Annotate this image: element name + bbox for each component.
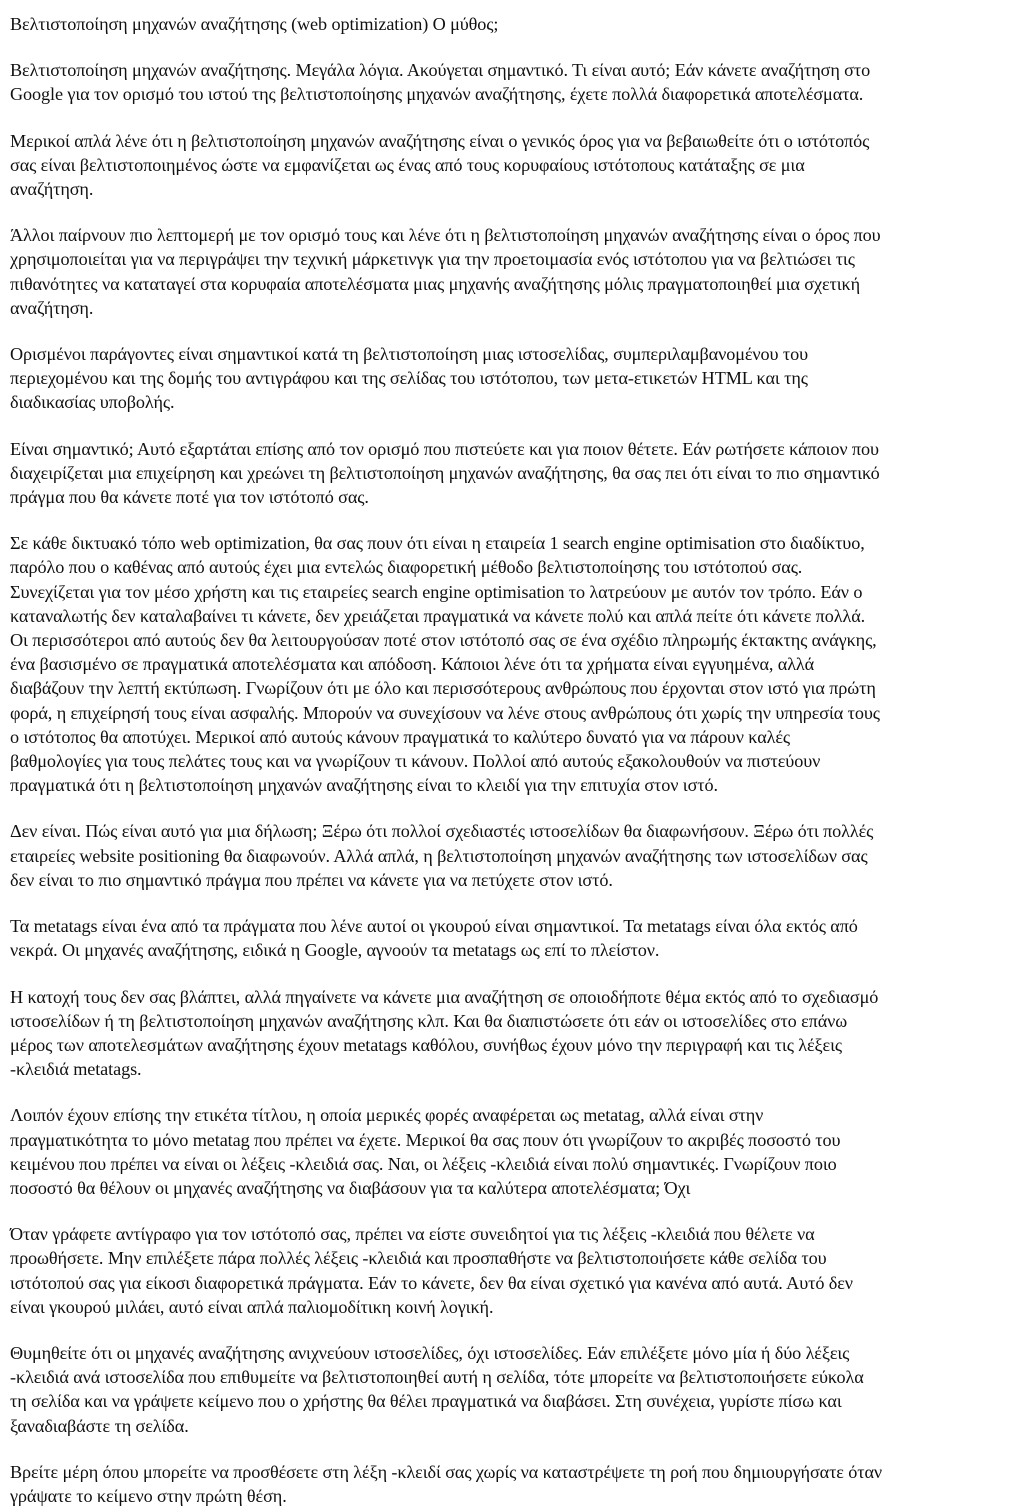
text-line: Θυμηθείτε ότι οι μηχανές αναζήτησης ανιχνεύουν ιστοσελίδες, όχι ιστοσελίδες. Εάν επιλέξετε μόνο μία ή δύο λέξεις — [10, 1342, 850, 1363]
text-line: προωθήσετε. Μην επιλέξετε πάρα πολλές λέξεις -κλειδιά και προσπαθήστε να βελτιστοποιήσετε κάθε σελίδα του — [10, 1248, 827, 1269]
paragraph — [10, 819, 1014, 892]
text-line: Συνεχίζεται για τον μέσο χρήστη και τις εταιρείες search engine optimisation το λατρεύουν με αυτόν τον τρόπο. Εάν ο — [10, 581, 863, 602]
text-line: Δεν είναι. Πώς είναι αυτό για μια δήλωση; Ξέρω ότι πολλοί σχεδιαστές ιστοσελίδων θα διαφωνήσουν. Ξέρω ότι πολλές — [10, 821, 874, 842]
text-line: χρησιμοποιείται για να περιγράψει την τεχνική μάρκετινγκ για την προετοιμασία ενός ιστότοπου για να βελτιώσει τις — [10, 249, 855, 270]
text-line: ο ιστότοπος θα αποτύχει. Μερικοί από αυτούς κάνουν πραγματικά το καλύτερο δυνατό για να πάρουν καλές — [10, 726, 790, 747]
text-line: Η κατοχή τους δεν σας βλάπτει, αλλά πηγαίνετε να κάνετε μια αναζήτηση σε οποιοδήποτε θέμα εκτός από το σχεδιασμό — [10, 986, 879, 1007]
paragraph — [10, 531, 1014, 797]
text-line: πιθανότητες να καταταγεί στα κορυφαία αποτελέσματα μιας μηχανής αναζήτησης μόλις πραγματοποιηθεί μια σχετική — [10, 273, 860, 294]
text-line: Τα metatags είναι ένα από τα πράγματα που λένε αυτοί οι γκουρού είναι σημαντικοί. Τα metatags είναι όλα εκτός από — [10, 916, 858, 937]
text-line: φορά, η επιχείρησή τους είναι ασφαλής. Μπορούν να συνεχίσουν να λένε στους ανθρώπους ότι χωρίς την υπηρεσία τους — [10, 702, 880, 723]
paragraph — [10, 1460, 1014, 1508]
text-line: Βρείτε μέρη όπου μπορείτε να προσθέσετε στη λέξη -κλειδί σας χωρίς να καταστρέψετε τη ροή που δημιουργήσατε όταν — [10, 1461, 883, 1482]
paragraph — [10, 58, 1014, 106]
text-line: Όταν γράφετε αντίγραφο για τον ιστότοπό σας, πρέπει να είστε συνειδητοί για τις λέξεις -κλειδιά που θέλετε να — [10, 1224, 815, 1245]
text-line: διαδικασίας υποβολής. — [10, 392, 175, 413]
text-line: ένα βασισμένο σε πραγματικά αποτελέσματα και απόδοση. Κάποιοι λένε ότι τα χρήματα είναι εγγυημένα, αλλά — [10, 654, 815, 675]
text-line: Ορισμένοι παράγοντες είναι σημαντικοί κατά τη βελτιστοποίηση μιας ιστοσελίδας, συμπεριλαμβανομένου του — [10, 344, 808, 365]
text-line: κειμένου που πρέπει να είναι οι λέξεις -κλειδιά σας. Ναι, οι λέξεις -κλειδιά είναι πολύ σημαντικές. Γνωρίζουν ποιο — [10, 1153, 837, 1174]
text-line: Google για τον ορισμό του ιστού της βελτιστοποίησης μηχανών αναζήτησης, έχετε πολλά διαφορετικά αποτελέσματα. — [10, 84, 864, 105]
text-line: διαχειρίζεται μια επιχείρηση και χρεώνει τη βελτιστοποίηση μηχανών αναζήτησης, θα σας πει ότι είναι το πιο σημαντικό — [10, 462, 880, 483]
paragraph — [10, 1103, 1014, 1200]
text-line: Βελτιστοποίηση μηχανών αναζήτησης. Μεγάλα λόγια. Ακούγεται σημαντικό. Τι είναι αυτό; Εάν κάνετε αναζήτηση στο — [10, 60, 871, 81]
text-line: πραγματικότητα το μόνο metatag που πρέπει να έχετε. Μερικοί θα σας πουν ότι γνωρίζουν το ακριβές ποσοστό του — [10, 1129, 841, 1150]
text-line: Λοιπόν έχουν επίσης την ετικέτα τίτλου, η οποία μερικές φορές αναφέρεται ως metatag, αλλά είναι στην — [10, 1105, 764, 1126]
text-line: καταναλωτής δεν καταλαβαίνει τι κάνετε, δεν χρειάζεται πραγματικά να κάνετε πολύ και απλά πείτε ότι κάνετε πολλά. — [10, 605, 866, 626]
text-line: σας είναι βελτιστοποιημένος ώστε να εμφανίζεται ως ένας από τους κορυφαίους ιστότοπους κατάταξης σε μια — [10, 154, 805, 175]
text-line: πράγμα που θα κάνετε ποτέ για τον ιστότοπό σας. — [10, 487, 369, 508]
text-line: Άλλοι παίρνουν πιο λεπτομερή με τον ορισμό τους και λένε ότι η βελτιστοποίηση μηχανών αναζήτησης είναι ο όρος που — [10, 225, 881, 246]
text-line: τη σελίδα και να γράψετε κείμενο που ο χρήστης θα θέλει πραγματικά να διαβάσει. Στη συνέχεια, γυρίστε πίσω και — [10, 1391, 842, 1412]
text-line: -κλειδιά metatags. — [10, 1059, 142, 1080]
text-line: Μερικοί απλά λένε ότι η βελτιστοποίηση μηχανών αναζήτησης είναι ο γενικός όρος για να βεβαιωθείτε ότι ο ιστότοπός — [10, 130, 870, 151]
text-line: ποσοστό θα θέλουν οι μηχανές αναζήτησης να διαβάσουν για τα καλύτερα αποτελέσματα; Όχι — [10, 1177, 691, 1198]
paragraph — [10, 1341, 1014, 1438]
text-line: ξαναδιαβάστε τη σελίδα. — [10, 1415, 189, 1436]
text-line: νεκρά. Οι μηχανές αναζήτησης, ειδικά η Google, αγνοούν τα metatags ως επί το πλείστον. — [10, 940, 660, 961]
paragraph — [10, 914, 1014, 962]
paragraph — [10, 342, 1014, 415]
text-line: βαθμολογίες για τους πελάτες τους και να γνωρίζουν τι κάνουν. Πολλοί από αυτούς εξακολουθούν να πιστεύουν — [10, 751, 821, 772]
text-line: περιεχομένου και της δομής του αντιγράφου και της σελίδας του ιστότοπου, των μετα-ετικετών HTML και της — [10, 368, 808, 389]
paragraph — [10, 129, 1014, 202]
document-title: Βελτιστοποίηση μηχανών αναζήτησης (web optimization) Ο μύθος; — [10, 14, 499, 34]
text-line: γράψατε το κείμενο στην πρώτη θέση. — [10, 1485, 287, 1506]
text-line: παρόλο που ο καθένας από αυτούς έχει μια εντελώς διαφορετική μέθοδο βελτιστοποίησης του ιστότοπού σας. — [10, 557, 803, 578]
text-line: Είναι σημαντικό; Αυτό εξαρτάται επίσης από τον ορισμό που πιστεύετε και για ποιον θέτετε. Εάν ρωτήσετε κάποιον που — [10, 438, 879, 459]
text-line: διαβάζουν την λεπτή εκτύπωση. Γνωρίζουν ότι με όλο και περισσότερους ανθρώπους που έρχονται στον ιστό για πρώτη — [10, 678, 876, 699]
text-line: -κλειδιά ανά ιστοσελίδα που επιθυμείτε να βελτιστοποιηθεί αυτή η σελίδα, τότε μπορείτε να βελτιστοποιήσετε εύκολα — [10, 1367, 864, 1388]
paragraph — [10, 437, 1014, 510]
text-line: ιστοσελίδων ή τη βελτιστοποίηση μηχανών αναζήτησης κλπ. Και θα διαπιστώσετε ότι εάν οι ιστοσελίδες στο επάνω — [10, 1010, 848, 1031]
text-line: είναι γκουρού μιλάει, αυτό είναι απλά παλιομοδίτικη κοινή λογική. — [10, 1296, 494, 1317]
paragraph — [10, 985, 1014, 1082]
text-line: ιστότοπού σας για είκοσι διαφορετικά πράγματα. Εάν το κάνετε, δεν θα είναι σχετικό για κανένα από αυτά. Αυτό δεν — [10, 1272, 853, 1293]
paragraph-list — [10, 58, 1014, 1508]
text-line: εταιρείες website positioning θα διαφωνούν. Αλλά απλά, η βελτιστοποίηση μηχανών αναζήτησης των ιστοσελίδων σας — [10, 845, 868, 866]
text-line: Σε κάθε δικτυακό τόπο web optimization, θα σας πουν ότι είναι η εταιρεία 1 search engine optimisation στο διαδίκτυο, — [10, 533, 865, 554]
paragraph — [10, 223, 1014, 320]
text-line: Οι περισσότεροι από αυτούς δεν θα λειτουργούσαν ποτέ στον ιστότοπό σας σε ένα σχέδιο πληρωμής έκτακτης ανάγκης, — [10, 630, 877, 651]
text-line: πραγματικά ότι η βελτιστοποίηση μηχανών αναζήτησης είναι το κλειδί για την επιτυχία στον ιστό. — [10, 775, 718, 796]
paragraph — [10, 1222, 1014, 1319]
text-line: μέρος των αποτελεσμάτων αναζήτησης έχουν metatags καθόλου, συνήθως έχουν μόνο την περιγραφή και τις λέξεις — [10, 1034, 842, 1055]
text-line: αναζήτηση. — [10, 297, 94, 318]
text-line: δεν είναι το πιο σημαντικό πράγμα που πρέπει να κάνετε για να πετύχετε στον ιστό. — [10, 869, 613, 890]
text-line: αναζήτηση. — [10, 179, 94, 200]
